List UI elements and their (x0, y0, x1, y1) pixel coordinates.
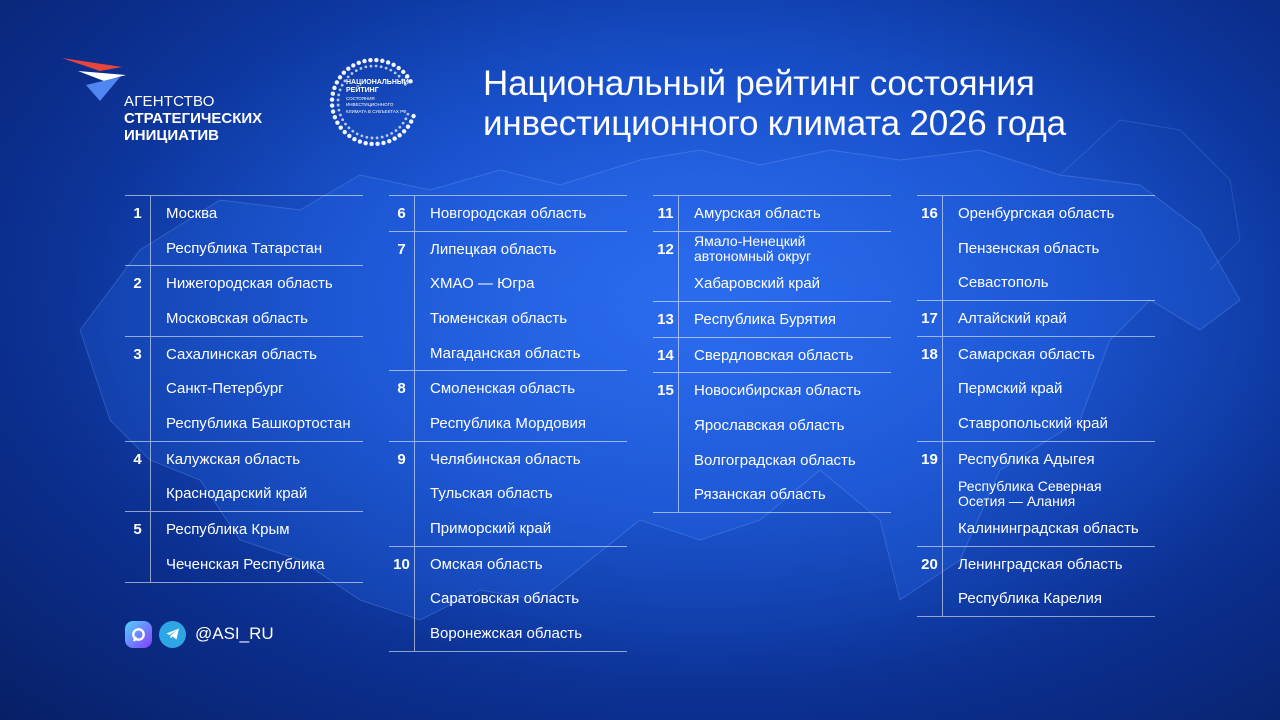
asi-line-1: АГЕНТСТВО (124, 93, 215, 110)
asi-wordmark (124, 93, 262, 144)
region-name: Республика Крым (150, 512, 290, 547)
rating-column-1 (125, 195, 363, 583)
region-name: Пермский край (942, 371, 1062, 406)
social-handle[interactable]: @ASI_RU (195, 624, 274, 643)
rating-row (653, 232, 891, 267)
rank-number: 13 (657, 310, 674, 328)
rating-row (653, 478, 891, 513)
nr-sub-line-1: СОСТОЯНИЯ (346, 96, 375, 101)
social-links (125, 620, 274, 648)
rank-group (917, 336, 1155, 441)
rank-number: 9 (397, 450, 406, 468)
region-name: Приморский край (414, 511, 551, 546)
rank-number: 15 (657, 382, 674, 400)
rating-row (389, 582, 627, 617)
rating-row (125, 512, 363, 547)
rating-column-2 (389, 195, 627, 652)
rating-row (125, 477, 363, 512)
rating-row (653, 373, 891, 408)
rating-row (125, 406, 363, 441)
region-name: Оренбургская область (942, 196, 1114, 231)
rating-row (389, 442, 627, 477)
region-name: Смоленская область (414, 371, 575, 406)
region-name: Республика Бурятия (678, 302, 836, 337)
region-name: Севастополь (942, 265, 1049, 300)
rating-row (389, 371, 627, 406)
rating-row (917, 337, 1155, 372)
rank-group (389, 370, 627, 440)
region-name: Новосибирская область (678, 373, 861, 408)
rank-group (917, 300, 1155, 336)
region-name: Ямало-Ненецкий автономный округ (678, 232, 878, 267)
rank-group (125, 265, 363, 335)
region-name: Санкт-Петербург (150, 371, 284, 406)
rating-row (653, 302, 891, 337)
region-name: Ленинградская область (942, 547, 1123, 582)
region-name: Ярославская область (678, 408, 844, 443)
rating-row (389, 336, 627, 371)
rank-number: 5 (133, 521, 142, 539)
rating-row (917, 406, 1155, 441)
region-name: Республика Адыгея (942, 442, 1095, 477)
rank-number: 11 (657, 204, 674, 222)
region-name: Калужская область (150, 442, 300, 477)
region-name: Алтайский край (942, 301, 1067, 336)
rating-row (653, 196, 891, 231)
rating-row (653, 443, 891, 478)
region-name: Республика Башкортостан (150, 406, 351, 441)
rank-number: 7 (397, 240, 406, 258)
rating-row (917, 547, 1155, 582)
rating-row (389, 547, 627, 582)
region-name: Пензенская область (942, 231, 1099, 266)
rank-number: 8 (397, 380, 406, 398)
rank-number: 1 (133, 204, 142, 222)
region-name: Саратовская область (414, 582, 579, 617)
page-title (483, 64, 1243, 144)
rank-group (653, 337, 891, 373)
asi-line-2: СТРАТЕГИЧЕСКИХ (124, 110, 263, 127)
region-name: Республика Северная Осетия — Алания (942, 477, 1142, 512)
rating-row (389, 232, 627, 267)
rank-number: 2 (133, 275, 142, 293)
region-name: ХМАО — Югра (414, 266, 535, 301)
region-name: Нижегородская область (150, 266, 333, 301)
rank-number: 6 (397, 204, 406, 222)
rank-group (389, 231, 627, 371)
region-name: Омская область (414, 547, 543, 582)
rank-number: 17 (921, 309, 938, 327)
rating-row (917, 582, 1155, 617)
asi-logo (60, 55, 300, 150)
region-name: Республика Татарстан (150, 231, 322, 266)
max-glyph-icon (130, 626, 147, 643)
rating-row (389, 266, 627, 301)
rank-group (917, 546, 1155, 617)
rank-number: 12 (657, 240, 674, 258)
rating-row (653, 408, 891, 443)
rank-group (653, 372, 891, 513)
paper-plane-icon (165, 626, 181, 642)
rating-column-4 (917, 195, 1155, 617)
title-line-1: Национальный рейтинг состояния (483, 64, 1035, 103)
rating-row (389, 196, 627, 231)
rating-row (917, 301, 1155, 336)
rating-row (917, 511, 1155, 546)
region-name: Сахалинская область (150, 337, 317, 372)
asi-line-3: ИНИЦИАТИВ (124, 127, 219, 144)
rank-group (125, 195, 363, 265)
region-name: Краснодарский край (150, 477, 307, 512)
rank-number: 4 (133, 450, 142, 468)
rank-group (653, 301, 891, 337)
rating-row (125, 231, 363, 266)
max-messenger-icon[interactable] (125, 621, 152, 648)
region-name: Московская область (150, 301, 308, 336)
rank-number: 14 (657, 346, 674, 364)
region-name: Чеченская Республика (150, 547, 325, 582)
rating-row (125, 266, 363, 301)
rating-row (125, 442, 363, 477)
region-name: Самарская область (942, 337, 1095, 372)
region-name: Тульская область (414, 477, 553, 512)
rating-row (125, 371, 363, 406)
nr-sub-line-2: ИНВЕСТИЦИОННОГО (346, 102, 394, 108)
rank-group (125, 511, 363, 582)
nr-title-line-1: НАЦИОНАЛЬНЫЙ (346, 79, 409, 86)
rank-number: 18 (921, 345, 938, 363)
region-name: Республика Карелия (942, 582, 1102, 617)
region-name: Воронежская область (414, 616, 582, 651)
region-name: Калининградская область (942, 511, 1139, 546)
region-name: Ставропольский край (942, 406, 1108, 441)
rating-row (389, 511, 627, 546)
rank-group (653, 195, 891, 231)
rating-row (653, 266, 891, 301)
rank-group (653, 231, 891, 301)
region-name: Амурская область (678, 196, 821, 231)
region-name: Волгоградская область (678, 443, 856, 478)
rank-number: 10 (393, 555, 410, 573)
region-name: Тюменская область (414, 301, 567, 336)
region-name: Москва (150, 196, 217, 231)
rating-row (125, 547, 363, 582)
rating-row (389, 301, 627, 336)
region-name: Челябинская область (414, 442, 581, 477)
region-name: Липецкая область (414, 232, 556, 267)
rank-number: 3 (133, 345, 142, 363)
rank-group (125, 336, 363, 441)
rank-number: 16 (921, 204, 938, 222)
region-name: Свердловская область (678, 338, 853, 373)
nr-sub-line-3: КЛИМАТА В СУБЪЕКТАХ РФ (346, 108, 407, 114)
rating-row (917, 196, 1155, 231)
telegram-icon[interactable] (159, 621, 186, 648)
rating-row (917, 477, 1155, 512)
rating-row (653, 338, 891, 373)
rating-row (389, 616, 627, 651)
rank-group (917, 441, 1155, 546)
title-line-2: инвестиционного климата 2026 года (483, 104, 1066, 143)
rank-group (389, 441, 627, 546)
nr-title-line-2: РЕЙТИНГ (346, 87, 379, 94)
region-name: Республика Мордовия (414, 406, 586, 441)
rank-group (389, 195, 627, 231)
rank-group (389, 546, 627, 652)
rating-row (125, 196, 363, 231)
rank-number: 19 (921, 450, 938, 468)
rank-group (125, 441, 363, 511)
rating-row (917, 371, 1155, 406)
rank-number: 20 (921, 555, 938, 573)
rating-row (917, 442, 1155, 477)
region-name: Рязанская область (678, 478, 826, 513)
rank-group (917, 195, 1155, 300)
rating-column-3 (653, 195, 891, 513)
rating-row (917, 231, 1155, 266)
national-rating-logo (328, 56, 432, 148)
region-name: Хабаровский край (678, 266, 820, 301)
asi-arrows-icon (60, 55, 130, 105)
region-name: Магаданская область (414, 336, 580, 371)
rating-row (389, 406, 627, 441)
rating-row (389, 477, 627, 512)
rating-row (125, 301, 363, 336)
region-name: Новгородская область (414, 196, 586, 231)
rating-row (125, 337, 363, 372)
rating-row (917, 265, 1155, 300)
